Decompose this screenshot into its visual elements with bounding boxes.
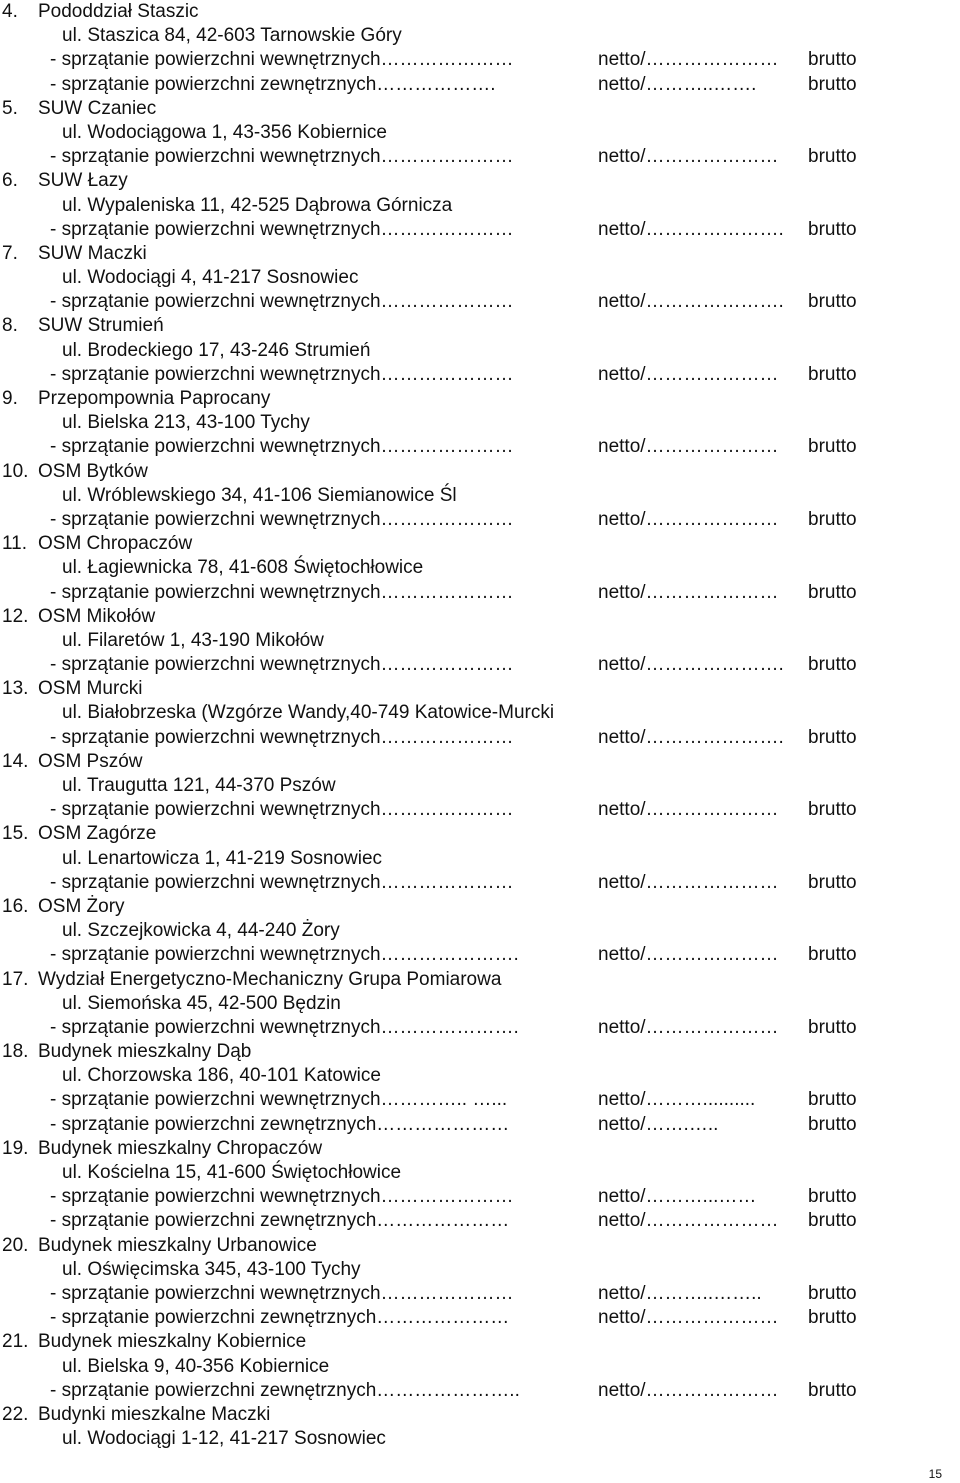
section-heading	[0, 387, 960, 411]
section-number: 15.	[2, 823, 29, 845]
brutto-label: brutto	[808, 799, 857, 821]
netto-field: netto/………...……	[598, 1186, 757, 1208]
service-description: - sprzątanie powierzchni wewnętrznych…………………	[50, 1282, 514, 1304]
service-description: - sprzątanie powierzchni zewnętrznych…………………	[50, 1210, 510, 1232]
section-title: SUW Łazy	[38, 170, 128, 192]
brutto-label: brutto	[808, 654, 857, 676]
address-text: ul. Brodeckiego 17, 43-246 Strumień	[62, 339, 371, 361]
service-line	[0, 1282, 960, 1306]
netto-field: netto/…………………	[598, 871, 779, 893]
service-description: - sprzątanie powierzchni zewnętrznych…………………..	[50, 1379, 520, 1401]
netto-field: netto/…………………	[598, 49, 779, 71]
service-description: - sprzątanie powierzchni wewnętrznych…………………	[50, 1186, 514, 1208]
brutto-label: brutto	[808, 726, 857, 748]
brutto-label: brutto	[808, 1307, 857, 1329]
service-description: - sprzątanie powierzchni wewnętrznych…………………	[50, 871, 514, 893]
section-number: 18.	[2, 1041, 29, 1063]
netto-field: netto/…………………	[598, 1307, 779, 1329]
address-text: ul. Bielska 9, 40-356 Kobiernice	[62, 1355, 330, 1377]
netto-field: netto/………………….	[598, 654, 784, 676]
section-number: 22.	[2, 1403, 29, 1425]
service-line	[0, 48, 960, 72]
address-text: ul. Traugutta 121, 44-370 Pszów	[62, 775, 336, 796]
netto-field: netto/…………………	[598, 1379, 779, 1401]
section-address	[0, 774, 960, 798]
service-line	[0, 435, 960, 459]
service-description: - sprzątanie powierzchni wewnętrznych…………………	[50, 508, 514, 530]
service-description: - sprzątanie powierzchni wewnętrznych…………………	[50, 363, 514, 385]
section-address	[0, 484, 960, 508]
service-description: - sprzątanie powierzchni wewnętrznych…………………	[50, 291, 514, 313]
section-number: 17.	[2, 968, 29, 990]
section-title: Budynek mieszkalny Urbanowice	[38, 1234, 317, 1256]
brutto-label: brutto	[808, 871, 857, 893]
section-heading	[0, 605, 960, 629]
address-text: ul. Łagiewnicka 78, 41-608 Świętochłowice	[62, 557, 424, 579]
netto-field: netto/…………………	[598, 944, 779, 966]
address-text: ul. Bielska 213, 43-100 Tychy	[62, 412, 310, 434]
service-line	[0, 871, 960, 895]
service-description: - sprzątanie powierzchni wewnętrznych………………….	[50, 944, 519, 966]
service-description: - sprzątanie powierzchni wewnętrznych…………………	[50, 218, 514, 240]
netto-field: netto/…………………	[598, 363, 779, 385]
section-number: 7.	[2, 242, 18, 264]
section-address	[0, 1064, 960, 1088]
service-line	[0, 1306, 960, 1330]
service-description: - sprzątanie powierzchni wewnętrznych…………………	[50, 581, 514, 603]
service-line	[0, 1185, 960, 1209]
address-text: ul. Oświęcimska 345, 43-100 Tychy	[62, 1258, 361, 1280]
brutto-label: brutto	[808, 363, 857, 385]
service-line	[0, 218, 960, 242]
section-number: 13.	[2, 678, 29, 700]
service-description: - sprzątanie powierzchni zewnętrznych…………………	[50, 1113, 510, 1135]
netto-field: netto/………………….	[598, 291, 784, 313]
section-title: OSM Żory	[38, 895, 125, 917]
brutto-label: brutto	[808, 1089, 857, 1111]
section-title: SUW Czaniec	[38, 97, 157, 119]
brutto-label: brutto	[808, 1379, 857, 1401]
service-description: - sprzątanie powierzchni wewnętrznych…………………	[50, 726, 514, 748]
section-address	[0, 629, 960, 653]
section-heading	[0, 242, 960, 266]
netto-field: netto/…………………	[598, 1016, 779, 1038]
brutto-label: brutto	[808, 1016, 857, 1038]
netto-field: netto/………………….	[598, 218, 784, 240]
section-number: 4.	[2, 1, 18, 22]
brutto-label: brutto	[808, 73, 857, 95]
section-heading	[0, 1234, 960, 1258]
netto-field: netto/…………………	[598, 799, 779, 821]
brutto-label: brutto	[808, 1282, 857, 1304]
netto-field: netto/…………………	[598, 1210, 779, 1232]
service-line	[0, 145, 960, 169]
service-description: - sprzątanie powierzchni wewnętrznych………….. …...	[50, 1089, 508, 1111]
service-line	[0, 508, 960, 532]
address-text: ul. Kościelna 15, 41-600 Świętochłowice	[62, 1162, 402, 1183]
section-heading	[0, 314, 960, 338]
service-line	[0, 1113, 960, 1137]
address-text: ul. Wróblewskiego 34, 41-106 Siemianowice Śl	[62, 484, 457, 506]
section-address	[0, 919, 960, 943]
service-description: - sprzątanie powierzchni wewnętrznych………………….	[50, 1016, 519, 1038]
section-heading	[0, 968, 960, 992]
address-text: ul. Lenartowicza 1, 41-219 Sosnowiec	[62, 847, 383, 869]
brutto-label: brutto	[808, 581, 857, 603]
section-address	[0, 992, 960, 1016]
section-address	[0, 266, 960, 290]
section-heading	[0, 0, 960, 24]
section-heading	[0, 169, 960, 193]
section-address	[0, 24, 960, 48]
section-title: Budynek mieszkalny Dąb	[38, 1041, 252, 1063]
section-number: 19.	[2, 1137, 29, 1159]
section-address	[0, 1161, 960, 1185]
section-address	[0, 1355, 960, 1379]
address-text: ul. Filaretów 1, 43-190 Mikołów	[62, 629, 324, 651]
section-title: Pododdział Staszic	[38, 1, 199, 22]
brutto-label: brutto	[808, 291, 857, 313]
section-heading	[0, 1137, 960, 1161]
address-text: ul. Siemońska 45, 42-500 Będzin	[62, 992, 341, 1014]
section-address	[0, 847, 960, 871]
service-line	[0, 1088, 960, 1112]
section-number: 11.	[2, 533, 28, 555]
section-address	[0, 121, 960, 145]
section-title: OSM Pszów	[38, 750, 143, 772]
netto-field: netto/…….…..	[598, 1113, 719, 1135]
brutto-label: brutto	[808, 218, 857, 240]
brutto-label: brutto	[808, 944, 857, 966]
service-description: - sprzątanie powierzchni wewnętrznych…………………	[50, 799, 514, 821]
section-number: 10.	[2, 460, 29, 482]
address-text: ul. Wodociągowa 1, 43-356 Kobiernice	[62, 121, 387, 143]
section-address	[0, 411, 960, 435]
service-line	[0, 1209, 960, 1233]
brutto-label: brutto	[808, 49, 857, 71]
brutto-label: brutto	[808, 1186, 857, 1208]
section-heading	[0, 750, 960, 774]
netto-field: netto/………..........	[598, 1089, 756, 1111]
section-number: 21.	[2, 1331, 29, 1353]
service-line	[0, 363, 960, 387]
netto-field: netto/………..…….	[598, 73, 757, 95]
section-title: Budynek mieszkalny Chropaczów	[38, 1137, 323, 1159]
service-line	[0, 653, 960, 677]
service-line	[0, 290, 960, 314]
page-number: 15	[928, 1467, 942, 1481]
service-line	[0, 1016, 960, 1040]
netto-field: netto/…………………	[598, 146, 779, 168]
service-line	[0, 943, 960, 967]
section-address	[0, 194, 960, 218]
netto-field: netto/…………………	[598, 581, 779, 603]
section-title: OSM Murcki	[38, 678, 143, 700]
netto-field: netto/…………………	[598, 436, 779, 458]
section-address	[0, 1427, 960, 1451]
address-text: ul. Białobrzeska (Wzgórze Wandy,40-749 Katowice-Murcki	[62, 702, 555, 724]
brutto-label: brutto	[808, 436, 857, 458]
netto-field: netto/………………….	[598, 726, 784, 748]
section-heading	[0, 1403, 960, 1427]
brutto-label: brutto	[808, 146, 857, 168]
section-address	[0, 556, 960, 580]
service-description: - sprzątanie powierzchni wewnętrznych…………………	[50, 146, 514, 168]
section-number: 20.	[2, 1234, 29, 1256]
section-heading	[0, 532, 960, 556]
section-heading	[0, 895, 960, 919]
address-text: ul. Wodociągi 1-12, 41-217 Sosnowiec	[62, 1428, 386, 1450]
brutto-label: brutto	[808, 1210, 857, 1232]
section-title: Budynki mieszkalne Maczki	[38, 1403, 271, 1425]
section-number: 6.	[2, 170, 18, 192]
address-text: ul. Szczejkowicka 4, 44-240 Żory	[62, 920, 340, 942]
service-line	[0, 73, 960, 97]
service-description: - sprzątanie powierzchni wewnętrznych…………………	[50, 654, 514, 676]
netto-field: netto/………..……..	[598, 1282, 762, 1304]
section-address	[0, 1258, 960, 1282]
section-title: SUW Maczki	[38, 242, 147, 264]
section-heading	[0, 1330, 960, 1354]
section-title: OSM Zagórze	[38, 823, 157, 845]
section-number: 5.	[2, 97, 18, 119]
section-title: Budynek mieszkalny Kobiernice	[38, 1331, 307, 1353]
service-line	[0, 581, 960, 605]
section-title: OSM Bytków	[38, 460, 148, 482]
section-title: OSM Mikołów	[38, 605, 156, 627]
section-number: 9.	[2, 388, 18, 409]
service-description: - sprzątanie powierzchni wewnętrznych…………………	[50, 436, 514, 458]
section-heading	[0, 97, 960, 121]
netto-field: netto/…………………	[598, 508, 779, 530]
section-number: 14.	[2, 750, 29, 772]
section-address	[0, 701, 960, 725]
service-description: - sprzątanie powierzchni zewnętrznych……………….	[50, 73, 496, 95]
address-text: ul. Chorzowska 186, 40-101 Katowice	[62, 1065, 381, 1087]
section-title: Wydział Energetyczno-Mechaniczny Grupa Pomiarowa	[38, 968, 502, 990]
section-heading	[0, 1040, 960, 1064]
address-text: ul. Staszica 84, 42-603 Tarnowskie Góry	[62, 25, 402, 47]
address-text: ul. Wodociągi 4, 41-217 Sosnowiec	[62, 267, 359, 289]
section-title: Przepompownia Paprocany	[38, 388, 271, 409]
section-number: 12.	[2, 605, 29, 627]
service-line	[0, 726, 960, 750]
section-title: SUW Strumień	[38, 315, 164, 337]
section-number: 16.	[2, 895, 29, 917]
brutto-label: brutto	[808, 508, 857, 530]
service-line	[0, 1379, 960, 1403]
brutto-label: brutto	[808, 1113, 857, 1135]
service-description: - sprzątanie powierzchni wewnętrznych…………………	[50, 49, 514, 71]
address-text: ul. Wypaleniska 11, 42-525 Dąbrowa Górnicza	[62, 194, 453, 216]
section-heading	[0, 822, 960, 846]
service-description: - sprzątanie powierzchni zewnętrznych…………………	[50, 1307, 510, 1329]
section-number: 8.	[2, 315, 18, 337]
section-heading	[0, 677, 960, 701]
service-line	[0, 798, 960, 822]
section-title: OSM Chropaczów	[38, 533, 193, 555]
section-address	[0, 339, 960, 363]
section-heading	[0, 460, 960, 484]
